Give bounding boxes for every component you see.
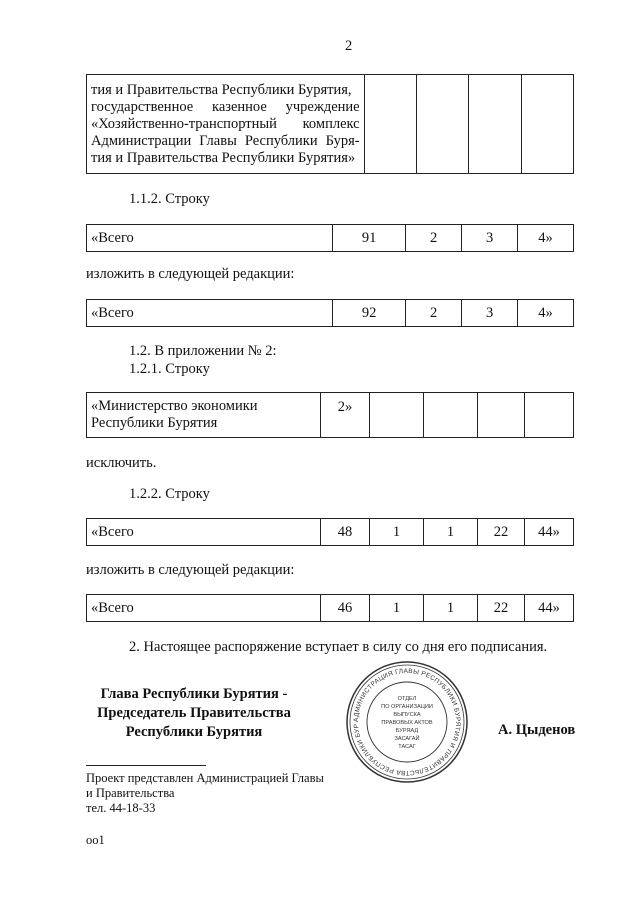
total-value: 92 xyxy=(333,300,406,327)
total-row-new-1 xyxy=(86,299,574,327)
footnote xyxy=(86,771,324,816)
seal-ring-text: АДМИНИСТРАЦИЯ ГЛАВЫ РЕСПУБЛИКИ БУРЯТИЯ И ПРАВИТЕЛЬСТВА РЕСПУБЛИКИ БУР xyxy=(352,667,462,777)
total-value: 44» xyxy=(525,595,574,622)
total-value: 44» xyxy=(525,519,574,546)
signature-title xyxy=(84,685,304,742)
seal-center-line: ОТДЕЛ xyxy=(397,696,417,702)
seal-center-line: ПРАВОВЫХ АКТОВ xyxy=(381,720,433,726)
paragraph-edit-1: изложить в следующей редакции: xyxy=(86,266,295,282)
total-label: «Всего xyxy=(87,519,321,546)
footnote-line-3: тел. 44-18-33 xyxy=(86,801,156,815)
seal-graphic xyxy=(345,660,469,784)
page-number: 2 xyxy=(345,38,353,54)
total-value: 1 xyxy=(424,595,478,622)
total-row-new-2 xyxy=(86,594,574,622)
signatory-name: А. Цыденов xyxy=(498,722,576,738)
paragraph-2: 2. Настоящее распоряжение вступает в силу со дня его подписания. xyxy=(129,639,548,655)
total-value: 3 xyxy=(462,300,518,327)
paragraph-exclude: исключить. xyxy=(86,455,157,471)
ministry-row xyxy=(86,392,574,438)
official-seal xyxy=(345,660,469,784)
empty-cell xyxy=(370,393,424,438)
svg-text:АДМИНИСТРАЦИЯ ГЛАВЫ РЕСПУБЛИКИ xyxy=(345,660,461,776)
seal-center-line: БУРЯАД xyxy=(395,728,419,734)
empty-cell xyxy=(364,75,416,174)
paragraph-1-2: 1.2. В приложении № 2: xyxy=(129,343,277,359)
continuation-table xyxy=(86,74,574,174)
total-value: 1 xyxy=(370,519,424,546)
ministry-line-1: «Министерство экономики xyxy=(91,398,258,414)
signature-title-line-3: Республики Бурятия xyxy=(125,724,263,740)
empty-cell xyxy=(525,393,574,438)
document-code: оо1 xyxy=(86,833,105,847)
paragraph-edit-2: изложить в следующей редакции: xyxy=(86,562,295,578)
total-value: 48 xyxy=(321,519,370,546)
seal-center-line: ВЫПУСКА xyxy=(393,712,421,718)
total-value: 2 xyxy=(406,300,462,327)
org-line-2: государственное казенное учреждение xyxy=(91,98,360,115)
empty-cell xyxy=(521,75,573,174)
paragraph-1-1-2: 1.1.2. Строку xyxy=(129,191,210,207)
total-row-old-2 xyxy=(86,518,574,546)
seal-center-line: ПО ОРГАНИЗАЦИИ xyxy=(381,704,433,710)
total-value: 1 xyxy=(370,595,424,622)
org-name-cell xyxy=(87,75,365,174)
org-line-1: тия и Правительства Республики Бурятия, xyxy=(91,81,352,98)
seal-center-line: ТАСАГ xyxy=(398,744,416,750)
empty-cell xyxy=(424,393,478,438)
footnote-line-2: и Правительства xyxy=(86,786,175,800)
empty-cell xyxy=(478,393,525,438)
total-row-old-1 xyxy=(86,224,574,252)
total-value: 4» xyxy=(518,300,574,327)
total-value: 1 xyxy=(424,519,478,546)
total-label: «Всего xyxy=(87,300,333,327)
empty-cell xyxy=(416,75,468,174)
ministry-value: 2» xyxy=(321,393,370,438)
total-value: 22 xyxy=(478,595,525,622)
total-value: 46 xyxy=(321,595,370,622)
paragraph-1-2-2: 1.2.2. Строку xyxy=(129,486,210,502)
seal-center-line: ЗАСАГАЙ xyxy=(394,736,420,742)
signature-title-line-1: Глава Республики Бурятия - xyxy=(100,686,288,702)
org-line-5: тия и Правительства Республики Бурятия» xyxy=(91,149,356,166)
total-value: 91 xyxy=(333,225,406,252)
total-value: 4» xyxy=(518,225,574,252)
total-value: 3 xyxy=(462,225,518,252)
total-label: «Всего xyxy=(87,225,333,252)
footnote-line-1: Проект представлен Администрацией Главы xyxy=(86,771,324,785)
ministry-line-2: Республики Бурятия xyxy=(91,415,218,431)
total-value: 22 xyxy=(478,519,525,546)
footnote-divider xyxy=(86,765,206,766)
ministry-name-cell xyxy=(87,393,321,438)
total-value: 2 xyxy=(406,225,462,252)
empty-cell xyxy=(469,75,521,174)
org-line-3: «Хозяйственно-транспортный комплекс xyxy=(91,115,360,132)
paragraph-1-2-1: 1.2.1. Строку xyxy=(129,361,210,377)
total-label: «Всего xyxy=(87,595,321,622)
signature-title-line-2: Председатель Правительства xyxy=(97,705,291,721)
org-line-4: Администрации Главы Республики Буря- xyxy=(91,132,360,149)
